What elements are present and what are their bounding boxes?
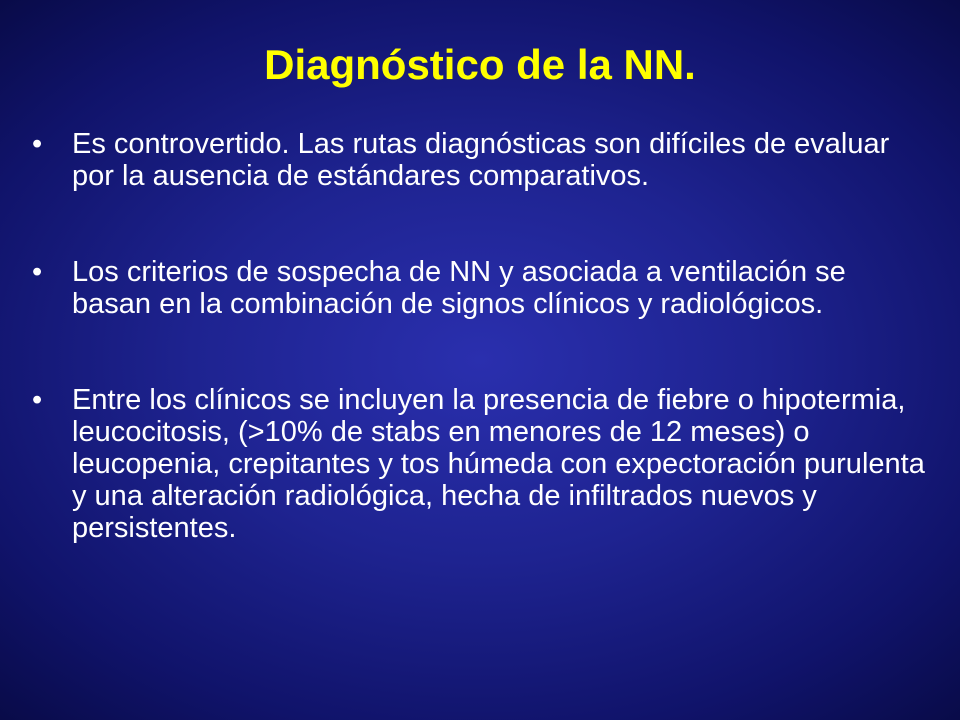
- bullet-text: Entre los clínicos se incluyen la presencia de fiebre o hipotermia, leucocitosis, (>10% de stabs en menores de 12 meses) o leucopenia, crepitantes y tos húmeda con expectoración purulenta y una alteración radiológica, hecha de infiltrados nuevos y persistentes.: [72, 384, 925, 544]
- bullet-item: [32, 256, 932, 320]
- slide-title: Diagnóstico de la NN.: [264, 41, 696, 88]
- bullet-dot-icon: •: [32, 256, 43, 288]
- bullet-dot-icon: •: [32, 128, 43, 160]
- bullet-item: [32, 384, 932, 544]
- bullet-list: [32, 128, 932, 544]
- bullet-text: Los criterios de sospecha de NN y asociada a ventilación se basan en la combinación de signos clínicos y radiológicos.: [72, 256, 846, 320]
- bullet-text: Es controvertido. Las rutas diagnósticas son difíciles de evaluar por la ausencia de estándares comparativos.: [72, 128, 890, 192]
- bullet-item: [32, 128, 932, 192]
- bullet-dot-icon: •: [32, 384, 43, 416]
